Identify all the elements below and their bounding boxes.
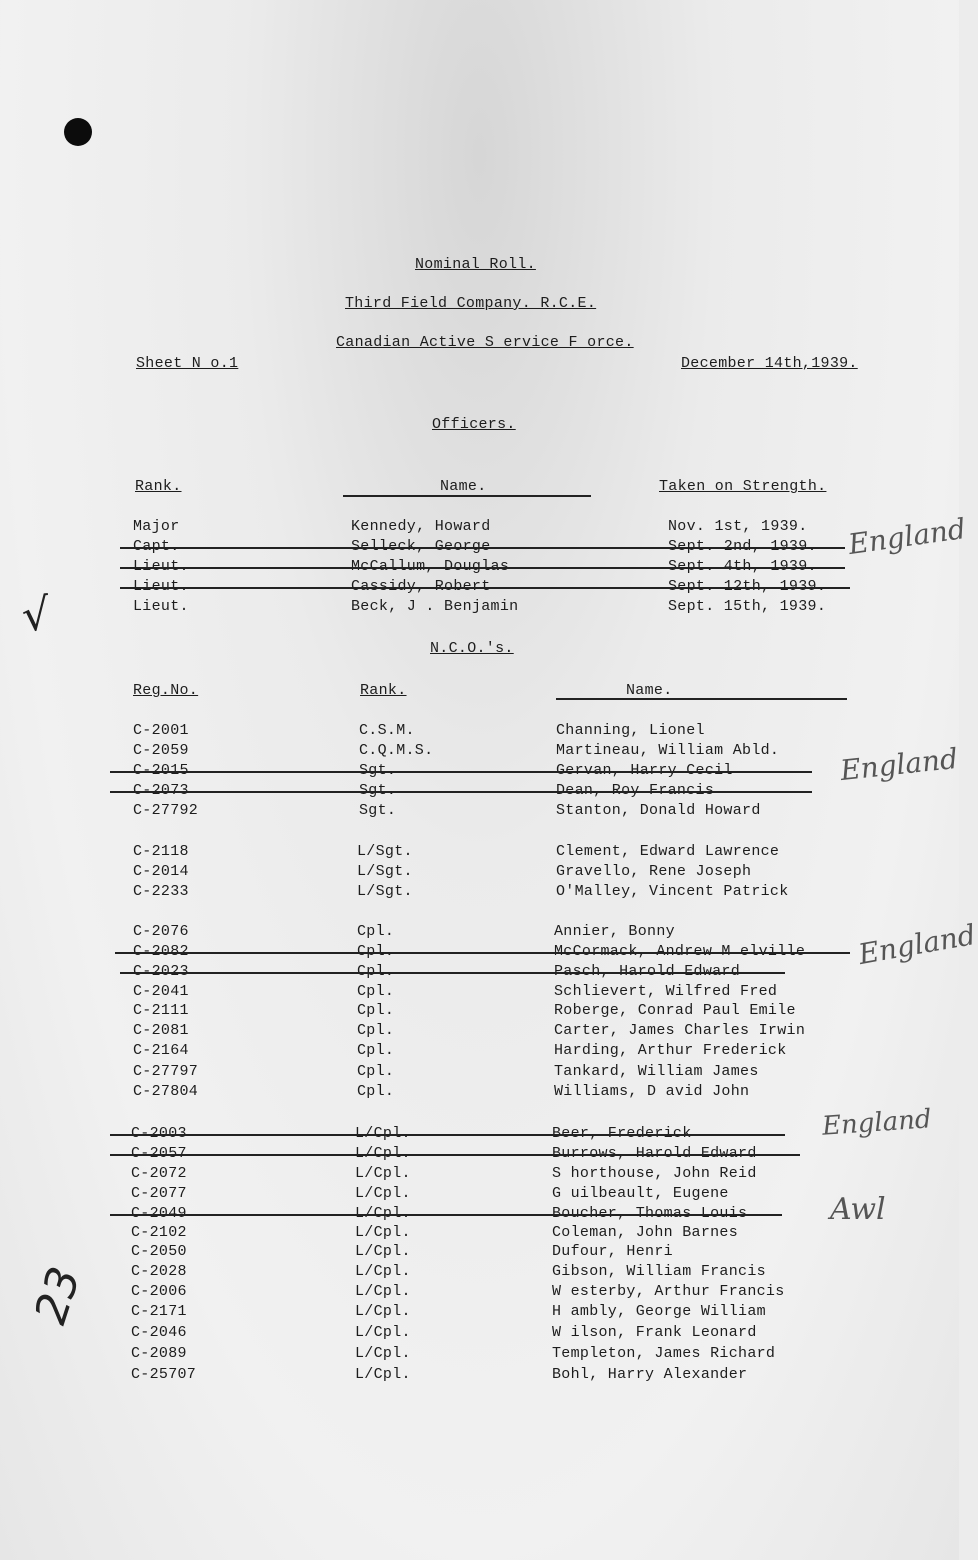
nco-regno: C-2057 bbox=[131, 1145, 187, 1162]
strike-through bbox=[120, 547, 845, 549]
officers-col-name: Name. bbox=[440, 478, 487, 495]
nco-regno: C-2046 bbox=[131, 1324, 187, 1341]
officer-date: Sept. 4th, 1939. bbox=[668, 558, 817, 575]
officers-name-rule bbox=[343, 495, 591, 497]
nco-regno: C-2023 bbox=[133, 963, 189, 980]
nco-name: Harding, Arthur Frederick bbox=[554, 1042, 787, 1059]
nco-regno: C-2049 bbox=[131, 1205, 187, 1222]
nco-rank: C.S.M. bbox=[359, 722, 415, 739]
handwritten-england-note: England bbox=[846, 511, 968, 562]
strike-through bbox=[110, 1134, 785, 1136]
nco-rank: Cpl. bbox=[357, 1042, 395, 1059]
nco-rank: L/Cpl. bbox=[355, 1345, 411, 1362]
nco-regno: C-2118 bbox=[133, 843, 189, 860]
nco-rank: Sgt. bbox=[359, 762, 397, 779]
nco-rank: Cpl. bbox=[357, 1002, 395, 1019]
officer-rank: Lieut. bbox=[133, 578, 189, 595]
nco-name: Templeton, James Richard bbox=[552, 1345, 776, 1362]
handwritten-tick: √ bbox=[19, 588, 53, 643]
nco-rank: L/Cpl. bbox=[355, 1185, 411, 1202]
officer-rank: Lieut. bbox=[133, 598, 189, 615]
handwritten-england-note: England bbox=[821, 1104, 933, 1142]
nco-rank: L/Sgt. bbox=[357, 883, 413, 900]
ncos-heading: N.C.O.'s. bbox=[430, 640, 514, 657]
handwritten-page-total: 23 bbox=[25, 1260, 91, 1331]
nco-regno: C-25707 bbox=[131, 1366, 197, 1383]
nco-name: Dufour, Henri bbox=[552, 1243, 673, 1260]
handwritten-england-note: England bbox=[856, 918, 978, 971]
nco-rank: L/Sgt. bbox=[357, 863, 413, 880]
nco-name: G uilbeault, Eugene bbox=[552, 1185, 729, 1202]
nco-rank: Cpl. bbox=[357, 1083, 395, 1100]
nco-regno: C-2014 bbox=[133, 863, 189, 880]
nco-regno: C-2041 bbox=[133, 983, 189, 1000]
nco-rank: Cpl. bbox=[357, 983, 395, 1000]
nco-name: H ambly, George William bbox=[552, 1303, 766, 1320]
nco-name: Bohl, Harry Alexander bbox=[552, 1366, 748, 1383]
nco-regno: C-2111 bbox=[133, 1002, 189, 1019]
nco-regno: C-2006 bbox=[131, 1283, 187, 1300]
nco-regno: C-2072 bbox=[131, 1165, 187, 1182]
nco-rank: L/Cpl. bbox=[355, 1165, 411, 1182]
nco-name: Clement, Edward Lawrence bbox=[556, 843, 780, 860]
nco-regno: C-2171 bbox=[131, 1303, 187, 1320]
strike-through bbox=[110, 1214, 782, 1216]
nco-regno: C-2028 bbox=[131, 1263, 187, 1280]
officer-date: Sept. 15th, 1939. bbox=[668, 598, 827, 615]
strike-through bbox=[110, 791, 812, 793]
nco-rank: L/Cpl. bbox=[355, 1263, 411, 1280]
officers-col-rank: Rank. bbox=[135, 478, 182, 495]
handwritten-awol-note: Awl bbox=[830, 1192, 886, 1227]
document-title: Nominal Roll. bbox=[415, 256, 536, 273]
nco-name: Stanton, Donald Howard bbox=[556, 802, 761, 819]
nco-regno: C-2050 bbox=[131, 1243, 187, 1260]
nco-rank: L/Cpl. bbox=[355, 1243, 411, 1260]
nco-rank: L/Cpl. bbox=[355, 1145, 411, 1162]
strike-through bbox=[120, 587, 850, 589]
nco-name: Pasch, Harold Edward bbox=[554, 963, 741, 980]
nco-regno: C-27792 bbox=[133, 802, 199, 819]
ncos-col-regno: Reg.No. bbox=[133, 682, 199, 699]
unit-name: Third Field Company. R.C.E. bbox=[345, 295, 597, 312]
nco-name: Burrows, Harold Edward bbox=[552, 1145, 757, 1162]
nco-name: Tankard, William James bbox=[554, 1063, 759, 1080]
nco-regno: C-2102 bbox=[131, 1224, 187, 1241]
nco-name: Gervan, Harry Cecil bbox=[556, 762, 733, 779]
nco-regno: C-27804 bbox=[133, 1083, 199, 1100]
nco-regno: C-2233 bbox=[133, 883, 189, 900]
strike-through bbox=[120, 567, 845, 569]
nco-name: Boucher, Thomas Louis bbox=[552, 1205, 748, 1222]
nco-regno: C-2059 bbox=[133, 742, 189, 759]
officer-name: Selleck, George bbox=[351, 538, 491, 555]
officer-name: McCallum, Douglas bbox=[351, 558, 510, 575]
nco-regno: C-2076 bbox=[133, 923, 189, 940]
officer-rank: Lieut. bbox=[133, 558, 189, 575]
officer-date: Sept. 2nd, 1939. bbox=[668, 538, 817, 555]
officer-name: Kennedy, Howard bbox=[351, 518, 491, 535]
sheet-number: Sheet N o.1 bbox=[136, 355, 239, 372]
nco-rank: L/Cpl. bbox=[355, 1224, 411, 1241]
force-name: Canadian Active S ervice F orce. bbox=[336, 334, 634, 351]
nco-regno: C-2164 bbox=[133, 1042, 189, 1059]
strike-through bbox=[110, 771, 812, 773]
nco-name: Roberge, Conrad Paul Emile bbox=[554, 1002, 796, 1019]
nco-regno: C-2015 bbox=[133, 762, 189, 779]
nco-regno: C-2081 bbox=[133, 1022, 189, 1039]
nco-rank: L/Cpl. bbox=[355, 1366, 411, 1383]
officers-col-taken: Taken on Strength. bbox=[659, 478, 827, 495]
nco-name: Carter, James Charles Irwin bbox=[554, 1022, 806, 1039]
punch-hole bbox=[64, 118, 92, 146]
nco-rank: Sgt. bbox=[359, 782, 397, 799]
nco-regno: C-2077 bbox=[131, 1185, 187, 1202]
nco-rank: Cpl. bbox=[357, 1022, 395, 1039]
document-date: December 14th,1939. bbox=[681, 355, 858, 372]
nco-rank: L/Cpl. bbox=[355, 1303, 411, 1320]
ncos-col-name: Name. bbox=[626, 682, 673, 699]
nco-regno: C-2089 bbox=[131, 1345, 187, 1362]
officer-name: Cassidy, Robert bbox=[351, 578, 491, 595]
nco-rank: Cpl. bbox=[357, 1063, 395, 1080]
nco-rank: L/Cpl. bbox=[355, 1125, 411, 1142]
nco-rank: Cpl. bbox=[357, 923, 395, 940]
nco-name: Schlievert, Wilfred Fred bbox=[554, 983, 778, 1000]
nco-name: Gibson, William Francis bbox=[552, 1263, 766, 1280]
nco-name: Coleman, John Barnes bbox=[552, 1224, 739, 1241]
strike-through bbox=[115, 952, 850, 954]
officers-heading: Officers. bbox=[432, 416, 516, 433]
nco-rank: C.Q.M.S. bbox=[359, 742, 434, 759]
handwritten-england-note: England bbox=[838, 741, 960, 788]
nco-name: Martineau, William Abld. bbox=[556, 742, 780, 759]
nco-name: McCormack, Andrew M elville bbox=[554, 943, 806, 960]
nco-name: O'Malley, Vincent Patrick bbox=[556, 883, 789, 900]
nco-regno: C-27797 bbox=[133, 1063, 199, 1080]
nco-rank: L/Cpl. bbox=[355, 1283, 411, 1300]
nco-name: Gravello, Rene Joseph bbox=[556, 863, 752, 880]
nco-name: Dean, Roy Francis bbox=[556, 782, 715, 799]
nco-regno: C-2001 bbox=[133, 722, 189, 739]
nco-rank: L/Cpl. bbox=[355, 1324, 411, 1341]
nco-name: Channing, Lionel bbox=[556, 722, 705, 739]
nco-rank: L/Sgt. bbox=[357, 843, 413, 860]
nco-regno: C-2003 bbox=[131, 1125, 187, 1142]
nco-name: Annier, Bonny bbox=[554, 923, 675, 940]
nco-name: W ilson, Frank Leonard bbox=[552, 1324, 757, 1341]
ncos-col-rank: Rank. bbox=[360, 682, 407, 699]
nco-name: Williams, D avid John bbox=[554, 1083, 750, 1100]
nco-name: Beer, Frederick bbox=[552, 1125, 692, 1142]
nco-name: W esterby, Arthur Francis bbox=[552, 1283, 785, 1300]
officer-rank: Capt. bbox=[133, 538, 180, 555]
nco-rank: Cpl. bbox=[357, 943, 395, 960]
nco-rank: Sgt. bbox=[359, 802, 397, 819]
officer-name: Beck, J . Benjamin bbox=[351, 598, 519, 615]
strike-through bbox=[110, 1154, 800, 1156]
nco-name: S horthouse, John Reid bbox=[552, 1165, 757, 1182]
nco-regno: C-2082 bbox=[133, 943, 189, 960]
officer-date: Sept. 12th, 1939. bbox=[668, 578, 827, 595]
officer-date: Nov. 1st, 1939. bbox=[668, 518, 808, 535]
nco-rank: Cpl. bbox=[357, 963, 395, 980]
nco-rank: L/Cpl. bbox=[355, 1205, 411, 1222]
officer-rank: Major bbox=[133, 518, 180, 535]
strike-through bbox=[120, 972, 785, 974]
ncos-name-rule bbox=[556, 698, 847, 700]
nco-regno: C-2073 bbox=[133, 782, 189, 799]
